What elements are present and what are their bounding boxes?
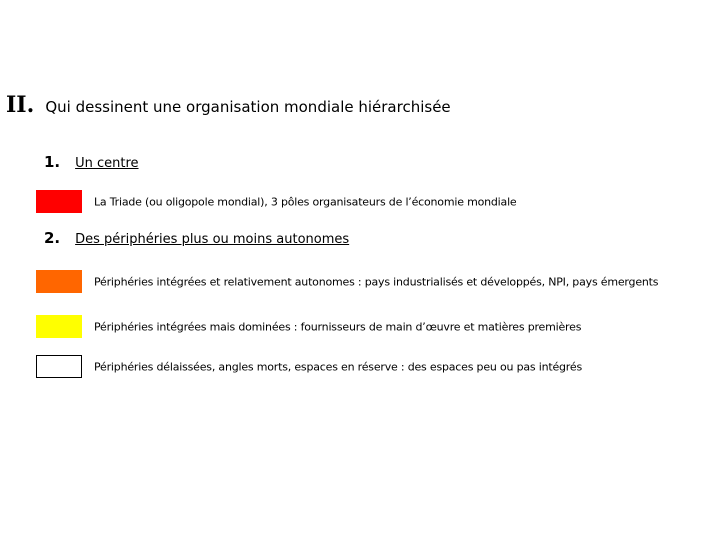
subsection-heading-peripheries	[44, 228, 349, 247]
section-number: II.	[6, 92, 35, 118]
legend-swatch-orange	[36, 270, 82, 293]
legend-text-triade: La Triade (ou oligopole mondial), 3 pôles organisateurs de l’économie mondiale	[94, 195, 517, 209]
section-heading	[6, 92, 451, 118]
legend-swatch-yellow	[36, 315, 82, 338]
legend-swatch-red	[36, 190, 82, 213]
legend-text-autonomous: Périphéries intégrées et relativement autonomes : pays industrialisés et développés, NPI, pays émergents	[94, 275, 659, 289]
subsection-title: Des périphéries plus ou moins autonomes	[75, 232, 350, 247]
legend-swatch-white	[36, 355, 82, 378]
section-title: Qui dessinent une organisation mondiale hiérarchisée	[45, 98, 451, 116]
subsection-heading-centre	[44, 152, 139, 171]
legend-text-dominated: Périphéries intégrées mais dominées : fournisseurs de main d’œuvre et matières premières	[94, 320, 582, 334]
subsection-title: Un centre	[75, 156, 139, 171]
subsection-number: 2.	[44, 229, 61, 247]
legend-text-neglected: Périphéries délaissées, angles morts, espaces en réserve : des espaces peu ou pas intégrés	[94, 360, 582, 374]
subsection-number: 1.	[44, 153, 61, 171]
